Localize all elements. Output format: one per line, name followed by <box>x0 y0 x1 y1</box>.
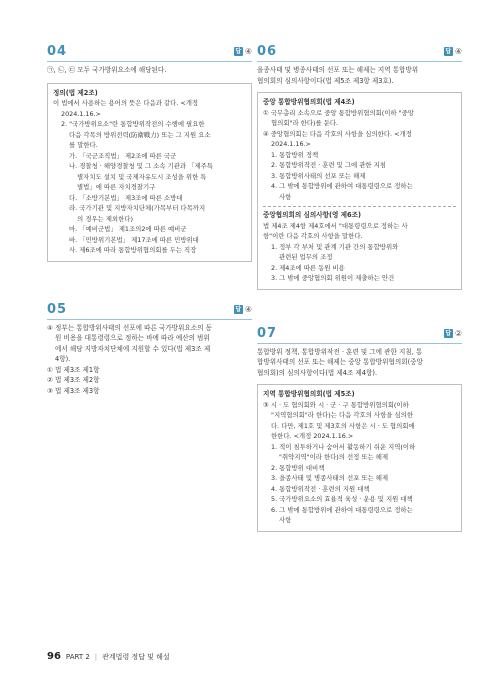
answer-marker <box>234 305 252 314</box>
law-text: "지역협의회"라 한다)는 다음 각호의 사항을 심의한 <box>271 411 413 419</box>
law-text: 1. 적이 침투하거나 숨어서 활동하기 쉬운 지역(이하 <box>271 442 416 451</box>
law-reference-box <box>47 83 252 262</box>
question-header <box>47 302 252 317</box>
law-text: 2. "국가방위요소"란 통합방위작전의 수행에 필요한 <box>61 120 205 128</box>
answer-value: ② <box>454 328 462 338</box>
divider <box>257 343 462 344</box>
question-number: 04 <box>47 44 68 59</box>
law-text: 한한다. <개정 2024.1.16.> <box>271 432 354 440</box>
law-text: 다. 「소방기본법」 제3조에 따른 소방대 <box>69 193 183 202</box>
question-header <box>257 326 462 341</box>
answer-icon: 답 <box>235 48 242 55</box>
law-text: 별법」에 따른 자치경찰기구 <box>77 183 156 191</box>
law-text: 법 제4조 제4항 제4호에서 "대통령령으로 정하는 사 <box>263 221 408 230</box>
answer-icon: 답 <box>235 305 242 313</box>
law-text: 관련된 업무의 조정 <box>279 253 333 261</box>
divider <box>47 319 252 320</box>
law-text: 나. 경찰청 · 해양경찰청 및 그 소속 기관과 「제주특 <box>69 162 213 170</box>
law-text: 항"이란 다음 각호의 사항을 말한다. <box>263 232 363 240</box>
law-box-title: 중앙 통합방위협의회(법 제4조) <box>263 98 355 106</box>
explanation-line: ④ 정부는 통합방위사태의 선포에 따른 국가방위요소의 동 <box>47 323 212 332</box>
law-text: 사항 <box>279 192 292 201</box>
law-text: 라. 국가기관 및 지방자치단체(가목부터 다목까지 <box>69 204 206 212</box>
answer-value: ④ <box>454 47 462 56</box>
answer-value: ④ <box>244 47 252 56</box>
question-number: 06 <box>257 44 278 59</box>
law-text: 다음 각목의 방위전력(防衛戰力) 또는 그 지원 요소 <box>69 130 211 139</box>
left-column <box>47 44 252 396</box>
law-text: 이 법에서 사용하는 용어의 뜻은 다음과 같다. <개정 <box>53 99 199 107</box>
law-text: 1. 정부 각 부처 및 관계 기관 간의 통합방위와 <box>271 242 399 251</box>
law-text: 별자치도 설치 및 국제자유도시 조성을 위한 특 <box>77 172 207 181</box>
law-reference-box <box>257 384 462 532</box>
part-label: PART 2 <box>65 652 90 661</box>
law-text: 2024.1.16.> <box>271 140 311 148</box>
divider <box>257 61 462 62</box>
explanation-line: 을종사태 및 병종사태의 선포 또는 해제는 지역 통합방위 <box>257 66 419 74</box>
law-text: 마. 「예비군법」 제1조의2에 따른 예비군 <box>69 225 187 233</box>
law-text: 2. 통합방위 대비책 <box>271 463 325 472</box>
law-text: 사항 <box>279 516 292 524</box>
page-number: 96 <box>47 651 61 662</box>
question-header <box>257 44 462 59</box>
law-text: 1. 통합방위 정책 <box>271 150 319 159</box>
law-text: 의 경우는 제외한다) <box>77 214 133 223</box>
law-box-title: 지역 통합방위협의회(법 제5조) <box>263 390 355 398</box>
explanation <box>257 65 462 86</box>
explanation-line: 원 비용을 대통령령으로 정하는 바에 따라 예산의 범위 <box>55 334 210 342</box>
question-04 <box>47 44 252 262</box>
explanation-line: 협의회의 심의사항이다(법 제5조 제3항 제3호). <box>257 76 394 85</box>
section-title: 관계법령 정답 및 해설 <box>102 652 170 661</box>
explanation-line: ② 법 제3조 제2항 <box>47 376 100 384</box>
law-text: 4. 그 밖에 통합방위에 관하여 대통령령으로 정하는 <box>271 182 413 190</box>
law-box-title: 중앙협의회의 심의사항(영 제6조) <box>263 211 362 219</box>
explanation-line: 협의회)의 심의사항이다(법 제4조 제4항). <box>257 368 378 377</box>
law-text: 사. 제6조에 따라 통합방위협의회를 두는 직장 <box>69 246 197 254</box>
explanation <box>47 323 252 397</box>
explanation-line: 통합방위 정책, 통합방위작전 · 훈련 및 그에 관한 지침, 통 <box>257 347 423 356</box>
question-05 <box>47 302 252 397</box>
explanation: ㉠, ㉡, ㉢ 모두 국가방위요소에 해당된다. <box>47 66 167 74</box>
law-box-title: 정의(법 제2조) <box>53 88 98 97</box>
law-text: 5. 국가방위요소의 효율적 육성 · 운용 및 지원 대책 <box>271 495 413 503</box>
answer-icon: 답 <box>445 48 452 55</box>
divider <box>47 61 252 62</box>
explanation <box>257 347 462 379</box>
law-text: 2024.1.16.> <box>61 109 101 118</box>
explanation-line: ③ 법 제3조 제3항 <box>47 386 100 395</box>
question-number: 05 <box>47 301 68 317</box>
law-text: 3. 통합방위사태의 선포 또는 해제 <box>271 171 366 180</box>
answer-icon: 답 <box>445 329 452 337</box>
explanation-line: 합방위사태의 선포 또는 해제는 중앙 통합방위협의회(중앙 <box>257 358 423 366</box>
box-separator <box>263 206 456 207</box>
answer-marker <box>444 47 462 56</box>
explanation-line: 에서 해당 지방자치단체에 지원할 수 있다(법 제3조 제 <box>55 344 211 353</box>
footer-separator: | <box>94 652 98 661</box>
law-text: 다. 다만, 제1호 및 제3호의 사항은 시 · 도 협의회에 <box>271 421 415 430</box>
law-text: ③ 시 · 도 협의회와 시 · 군 · 구 통합방위협의회(이하 <box>263 400 409 409</box>
law-text: 2. 제4조에 따른 동원 비용 <box>271 263 345 272</box>
question-06 <box>257 44 462 290</box>
law-text: ① 국무총리 소속으로 중앙 통합방위협의회(이하 "중앙 <box>263 108 414 117</box>
law-text: 2. 통합방위작전 · 훈련 및 그에 관한 지침 <box>271 161 386 169</box>
explanation-line: 4항). <box>55 355 71 363</box>
answer-marker <box>444 329 462 338</box>
right-column <box>257 44 462 532</box>
page-footer <box>47 651 170 662</box>
law-text: ④ 중앙협의회는 다음 각호의 사항을 심의한다. <개정 <box>263 129 412 138</box>
law-text: 3. 을종사태 및 병종사태의 선포 또는 해제 <box>271 474 389 482</box>
law-reference-box <box>257 92 462 290</box>
explanation-line: ① 법 제3조 제1항 <box>47 365 100 374</box>
law-text: 협의회"라 한다)를 둔다. <box>271 119 339 127</box>
law-text: 가. 「국군조직법」 제2조에 따른 국군 <box>69 151 177 160</box>
law-text: 6. 그 밖에 통합방위에 관하여 대통령령으로 정하는 <box>271 505 413 514</box>
law-text: 3. 그 밖에 중앙협의회 위원이 제출하는 안건 <box>271 274 395 282</box>
law-text: 4. 통합방위작전 · 훈련의 지원 대책 <box>271 484 370 493</box>
question-07 <box>257 326 462 532</box>
question-number: 07 <box>257 325 278 341</box>
question-header <box>47 44 252 59</box>
answer-marker <box>234 47 252 56</box>
answer-value: ④ <box>244 304 252 314</box>
law-text: "취약지역"이라 한다)의 선정 또는 해제 <box>279 453 389 461</box>
law-text: 바. 「민방위기본법」 제17조에 따른 민방위대 <box>69 235 199 244</box>
law-text: 를 말한다. <box>69 141 98 149</box>
